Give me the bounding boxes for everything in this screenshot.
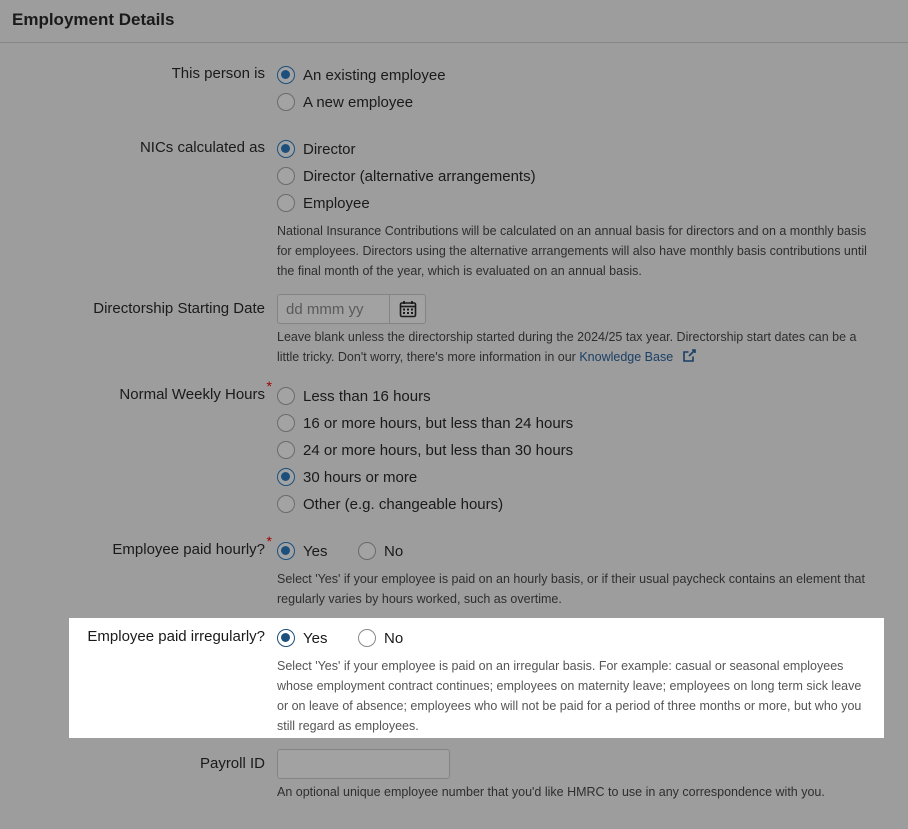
radio-unselected-icon [277,167,295,185]
option-label: Yes [303,542,328,560]
radio-nics-director[interactable] [277,139,356,159]
radio-selected-icon [277,629,295,647]
radio-selected-icon [277,66,295,84]
radio-existing-employee[interactable] [277,65,446,85]
payroll-id-help-text: An optional unique employee number that you'd like HMRC to use in any correspondence with you. [277,785,825,799]
radio-hourly-no[interactable] [358,541,403,561]
radio-irregular-no[interactable] [358,628,403,648]
radio-hours-24-30[interactable] [277,440,573,460]
calendar-button[interactable] [389,295,425,323]
person-type-label: This person is [171,65,265,82]
nics-label: NICs calculated as [139,139,265,156]
radio-selected-icon [277,468,295,486]
nics-help-text: National Insurance Contributions will be calculated on an annual basis for directors and on a monthly basis for employees. Directors using the alternative arrangements will also have monthly basis contributions until the final month of the year, which is evaluated on an annual basis. [277,224,867,278]
option-label: A new employee [303,93,414,111]
radio-hours-other[interactable] [277,494,503,514]
paid-irregularly-help-text: Select 'Yes' if your employee is paid on an irregular basis. For example: casual or seasonal employees whose employment contract continues; employees on maternity leave; employees on long term sick leave or on leave of absence; employees who will not be paid for a period of three months or more, but who you still regard as employees. [277,659,862,733]
section-title: Employment Details [12,10,175,29]
required-asterisk: * [266,533,272,549]
option-label: An existing employee [303,66,446,84]
option-label: No [384,629,404,647]
option-label: 16 or more hours, but less than 24 hours [303,414,574,432]
weekly-hours-label-text: Normal Weekly Hours [119,386,265,403]
radio-unselected-icon [358,542,376,560]
payroll-id-input[interactable] [277,749,450,779]
option-label: Less than 16 hours [303,387,431,405]
directorship-help-body: Leave blank unless the directorship started during the 2024/25 tax year. Directorship start dates can be a little tricky. Don't worry, there's more information in our [277,330,857,364]
radio-hours-under-16[interactable] [277,386,431,406]
radio-hours-30-plus[interactable] [277,467,417,487]
required-asterisk: * [266,378,272,394]
radio-unselected-icon [277,194,295,212]
radio-nics-employee[interactable] [277,193,370,213]
knowledge-base-link[interactable] [579,350,695,364]
radio-hours-16-24[interactable] [277,413,573,433]
radio-selected-icon [277,140,295,158]
radio-unselected-icon [277,414,295,432]
radio-irregular-yes[interactable] [277,628,327,648]
radio-unselected-icon [277,93,295,111]
option-label: Director (alternative arrangements) [303,167,536,185]
option-label: Employee [303,194,370,212]
section-header [0,0,908,43]
radio-unselected-icon [358,629,376,647]
radio-unselected-icon [277,387,295,405]
option-label: 30 hours or more [303,468,418,486]
radio-unselected-icon [277,495,295,513]
option-label: 24 or more hours, but less than 30 hours [303,441,574,459]
radio-selected-icon [277,542,295,560]
radio-nics-director-alt[interactable] [277,166,536,186]
radio-new-employee[interactable] [277,92,413,112]
calendar-icon [399,300,417,318]
external-link-icon [683,349,696,362]
radio-unselected-icon [277,441,295,459]
weekly-hours-label [119,378,272,403]
option-label: Yes [303,629,328,647]
option-label: Other (e.g. changeable hours) [303,495,504,513]
directorship-help-text [277,327,877,367]
directorship-date-field [277,294,426,324]
radio-hourly-yes[interactable] [277,541,327,561]
paid-irregularly-label: Employee paid irregularly? [87,628,265,645]
paid-hourly-label-text: Employee paid hourly? [112,541,265,558]
option-label: No [384,542,404,560]
paid-hourly-help-text: Select 'Yes' if your employee is paid on an hourly basis, or if their usual paycheck contains an element that regularly varies by hours worked, such as overtime. [277,572,865,606]
option-label: Director [303,140,356,158]
payroll-id-label: Payroll ID [199,755,265,772]
directorship-date-label: Directorship Starting Date [93,300,265,317]
knowledge-base-link-text: Knowledge Base [579,350,674,364]
paid-hourly-label [112,533,272,558]
directorship-date-input[interactable] [278,295,389,323]
